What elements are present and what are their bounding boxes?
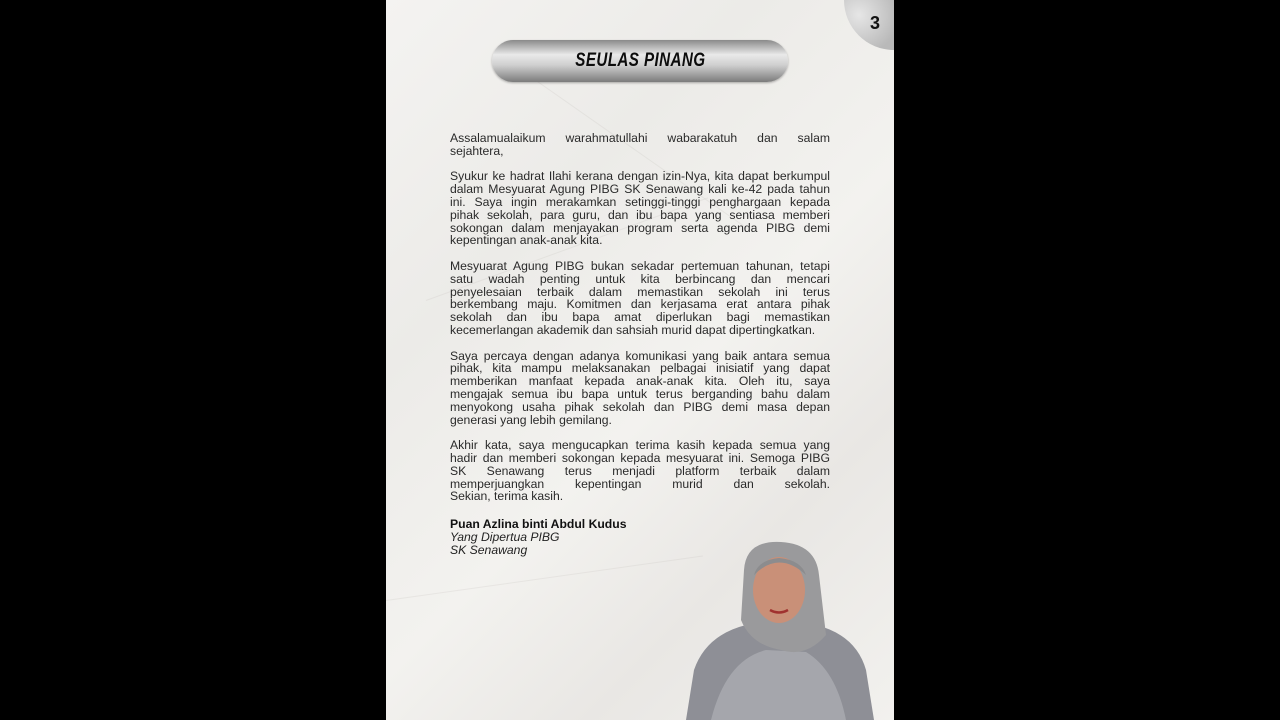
text-line: sejahtera, <box>450 143 504 158</box>
page-number-tab <box>844 0 894 50</box>
text-line: memperjuangkan kepentingan murid dan sekolah. <box>450 476 830 491</box>
paragraph <box>450 260 830 337</box>
text-line: mengajak semua ibu bapa untuk terus berganding bahu dalam <box>450 386 830 401</box>
paragraph-gap <box>450 337 830 350</box>
signatory-position: Yang Dipertua PIBG <box>450 529 560 544</box>
text-line: SK Senawang terus menjadi platform terbaik dalam <box>450 463 830 478</box>
text-line: kepentingan anak-anak kita. <box>450 233 603 248</box>
text-line: satu wadah penting untuk kita berbincang dan mencari <box>450 271 830 286</box>
document-page <box>386 0 894 720</box>
text-line: pihak, kita mampu melaksanakan pelbagai inisiatif yang dapat <box>450 361 830 376</box>
text-line: kecemerlangan akademik dan sahsiah murid dapat dipertingkatkan. <box>450 322 816 337</box>
text-line: Assalamualaikum warahmatullahi wabarakatuh dan salam <box>450 131 830 145</box>
text-line: dalam Mesyuarat Agung PIBG SK Senawang kali ke-42 pada tahun <box>450 182 830 197</box>
paper-crease <box>386 555 703 601</box>
text-line: memberikan manfaat kepada anak-anak kita. Oleh itu, saya <box>450 374 830 389</box>
text-line: Mesyuarat Agung PIBG bukan sekadar pertemuan tahunan, tetapi <box>450 258 830 273</box>
signature-block <box>450 518 626 556</box>
signatory-school: SK Senawang <box>450 542 528 557</box>
portrait-photo <box>686 540 876 720</box>
paragraph <box>450 132 830 158</box>
text-line: pihak sekolah, para guru, dan ibu bapa yang sentiasa memberi <box>450 207 830 222</box>
letter-body <box>450 132 830 503</box>
text-line: Akhir kata, saya mengucapkan terima kasih kepada semua yang <box>450 438 830 453</box>
text-line: penyelesaian terbaik dalam memastikan sekolah ini terus <box>450 284 830 299</box>
text-line: ini. Saya ingin merakamkan setinggi-tinggi penghargaan kepada <box>450 194 830 209</box>
page-title: SEULAS PINANG <box>574 50 706 71</box>
paragraph <box>450 439 830 503</box>
text-line: Syukur ke hadrat Ilahi kerana dengan izin-Nya, kita dapat berkumpul <box>450 169 830 184</box>
text-line: generasi yang lebih gemilang. <box>450 412 612 427</box>
paragraph <box>450 170 830 247</box>
paragraph <box>450 350 830 427</box>
text-line: sekolah dan ibu bapa amat diperlukan bagi memastikan <box>450 310 830 325</box>
text-line: sokongan dalam menjayakan program serta agenda PIBG demi <box>450 220 830 235</box>
title-banner <box>492 40 788 82</box>
text-line: Sekian, terima kasih. <box>450 489 564 504</box>
text-line: menyokong usaha pihak sekolah dan PIBG demi masa depan <box>450 399 830 414</box>
signatory-name: Puan Azlina binti Abdul Kudus <box>450 517 627 531</box>
text-line: berkembang maju. Komitmen dan kerjasama erat antara pihak <box>450 297 830 312</box>
text-line: hadir dan memberi sokongan kepada mesyuarat ini. Semoga PIBG <box>450 450 830 465</box>
page-number: 3 <box>869 13 880 33</box>
text-line: Saya percaya dengan adanya komunikasi yang baik antara semua <box>450 348 830 363</box>
